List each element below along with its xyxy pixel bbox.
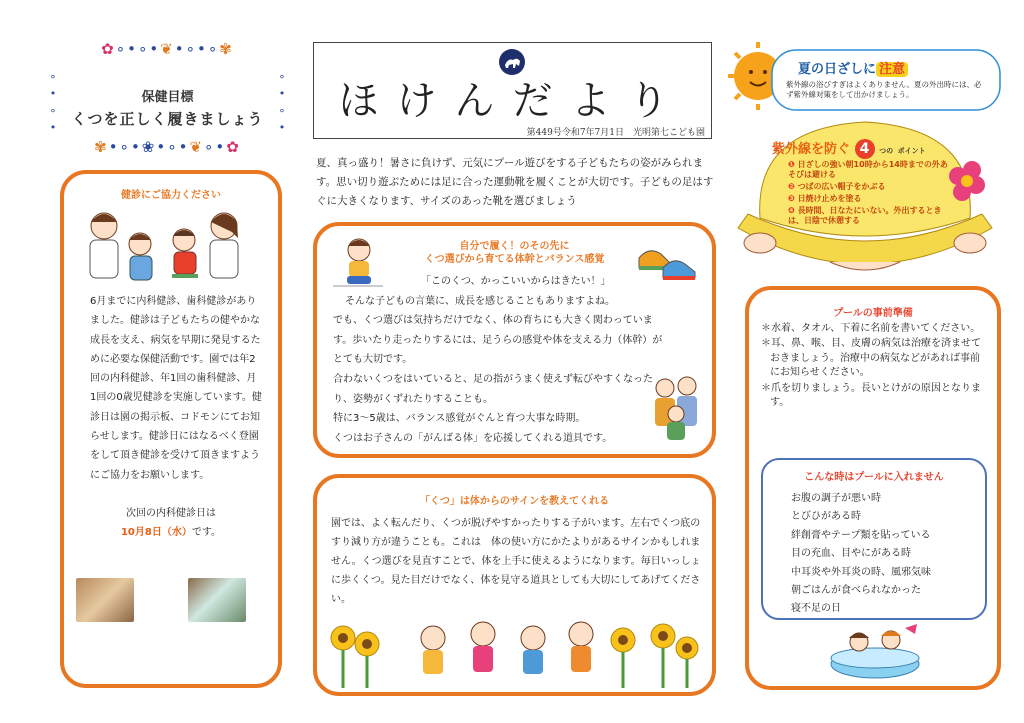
no-swim-item: 目の充血、目やにがある時: [791, 548, 911, 560]
children-sunflowers-illustration: [323, 618, 707, 688]
health-goal-heading: 保健目標: [141, 90, 194, 105]
uv-heading-emphasis: 注意: [876, 62, 908, 77]
uv-point: ❸ 日焼け止めを塗る: [788, 194, 862, 203]
pool-prep-list: [761, 322, 989, 411]
health-goal-box: [40, 38, 295, 166]
newsletter-title: ほけんだより: [338, 78, 687, 124]
next-checkup-date: 10月8日（水）: [120, 527, 192, 538]
shoe-body: [333, 272, 663, 448]
doctor-checkup-illustration: [72, 204, 272, 286]
intro-paragraph: 夏、真っ盛り！暑さに負けず、元気にプール遊びをする子どもたちの姿がみられます。思い切り遊ぶためには足に合った運動靴を履くことが大切です。子どもの足はすぐに大きくなります、サイズのあった靴を選びましょう: [316, 157, 714, 207]
signs-heading: 「くつ」は体からのサインを教えてくれる: [419, 496, 610, 507]
children-photo: [188, 578, 246, 622]
uv-warning-area: [720, 38, 1010, 278]
decor-border-left: ∘ • ∘ •: [49, 70, 57, 134]
health-goal-text: くつを正しく履きましょう: [71, 110, 264, 128]
kids-pool-illustration: [825, 620, 925, 682]
family-illustration: [647, 372, 707, 442]
shoe-line: くつはお子さんの「がんばる体」を応援してくれる道具です。: [333, 432, 613, 444]
uv-lead: 紫外線の浴びすぎはよくありません。夏の外出時には、必ず紫外線対策をして出かけましょう。: [786, 80, 982, 99]
shoe-line: そんな子どもの言葉に、成長を感じることもありますよね。: [345, 295, 615, 307]
no-swim-heading: こんな時はプールに入れません: [804, 472, 944, 483]
uv-point: ❷ つばの広い帽子をかぶる: [788, 182, 886, 191]
child-photo: [76, 578, 134, 622]
no-swim-list: [791, 490, 931, 619]
no-swim-item: とびひがある時: [791, 511, 861, 523]
signs-body: 園では、よく転んだり、くつが脱げやすかったりする子がいます。左右でくつ底のすり減り方が違うことも。これは 体の使い方にかたよりがあるサインかもしれません。くつ選びを見直すことで、体を上手に使えるようになります。毎日いっしょに歩くくつ。見た目だけでなく、体を見守る道具としても大切にしてあげてください。: [331, 518, 701, 605]
newsletter-title-box: [313, 42, 712, 139]
no-swim-item: 中耳炎や外耳炎の時、風邪気味: [791, 566, 931, 578]
uv-point: ❹ 長時間、日なたにいない。外出するときは、日陰で休憩する: [788, 206, 942, 225]
shoe-line: 特に3〜5歳は、バランス感覚がぐんと育つ大事な時期。: [333, 413, 586, 425]
body-signs-panel: [313, 474, 716, 696]
no-swim-item: 朝ごはんが食べられなかった: [791, 585, 921, 597]
checkup-body: 6月までに内科健診、歯科健診がありました。健診は子どもたちの健やかな成長を支え、病気を早期に発見するために必要な保健活動です。園では年2回の内科健診、年1回の歯科健診、月1回の0歳児健診を実施しています。健診日は園の掲示板、コドモンにてお知らせします。健診日にはなるべく登園をして頂き健診を受けて頂きますようにご協力をお願いします。: [90, 296, 262, 481]
decor-border-top: ✿∘•∘•❦•∘•∘✾: [101, 40, 234, 58]
next-checkup-label: 次回の内科健診日は: [126, 508, 216, 519]
checkup-panel: [60, 170, 282, 688]
next-checkup: 次回の内科健診日は 10月8日（水）です。: [64, 504, 278, 542]
pool-prep-heading: プールの事前準備: [833, 308, 913, 319]
pool-prep-item: ＊爪を切りましょう。長いとけがの原因となります。: [761, 382, 981, 409]
shoe-line: 合わないくつをはいていると、足の指がうまく使えず転びやすくなったり、姿勢がくずれたりすることも。: [333, 373, 653, 405]
no-swim-box: [761, 458, 987, 620]
decor-border-bottom: ✾•∘•❀•∘•❦∘•✿: [94, 138, 241, 156]
no-swim-item: 絆創膏やテープ類を貼っている: [791, 529, 931, 541]
issue-info: 第449号令和7年7月1日 光明第七こども園: [526, 128, 705, 138]
no-swim-item: 寝不足の日: [791, 603, 841, 615]
shoe-selection-panel: [313, 222, 716, 458]
shoe-line: でも、くつ選びは気持ちだけでなく、体の育ちにも大きく関わっています。歩いたり走ったりするには、足うらの感覚や体を支える力（体幹）がとても大切です。: [333, 315, 663, 366]
uv-points-count: 4: [855, 139, 875, 159]
pool-panel: [745, 286, 1001, 690]
decor-border-right: ∘ • ∘ •: [278, 70, 286, 134]
no-swim-item: お腹の調子が悪い時: [791, 493, 881, 504]
shoe-heading: 自分で履く！のその先に くつ選びから育てる体幹とバランス感覚: [424, 241, 605, 265]
uv-point: ❶ 日ざしの強い朝10時から14時までの外あそびは避ける: [788, 160, 948, 179]
pool-prep-item: ＊水着、タオル、下着に名前を書いてください。: [761, 323, 981, 334]
uv-points-title: 紫外線を防ぐ 4 つの ポイント: [772, 141, 926, 157]
checkup-heading: 健診にご協力ください: [121, 190, 221, 201]
uv-heading: 夏の日ざしに 注意: [798, 58, 908, 77]
shoe-quote: 「このくつ、かっこいいからはきたい！」: [421, 276, 611, 287]
uv-points-list: [788, 160, 948, 226]
pool-prep-item: ＊耳、鼻、喉、目、皮膚の病気は治療を済ませておきましょう。治療中の病気などがあれば事前にお知らせください。: [761, 338, 981, 379]
